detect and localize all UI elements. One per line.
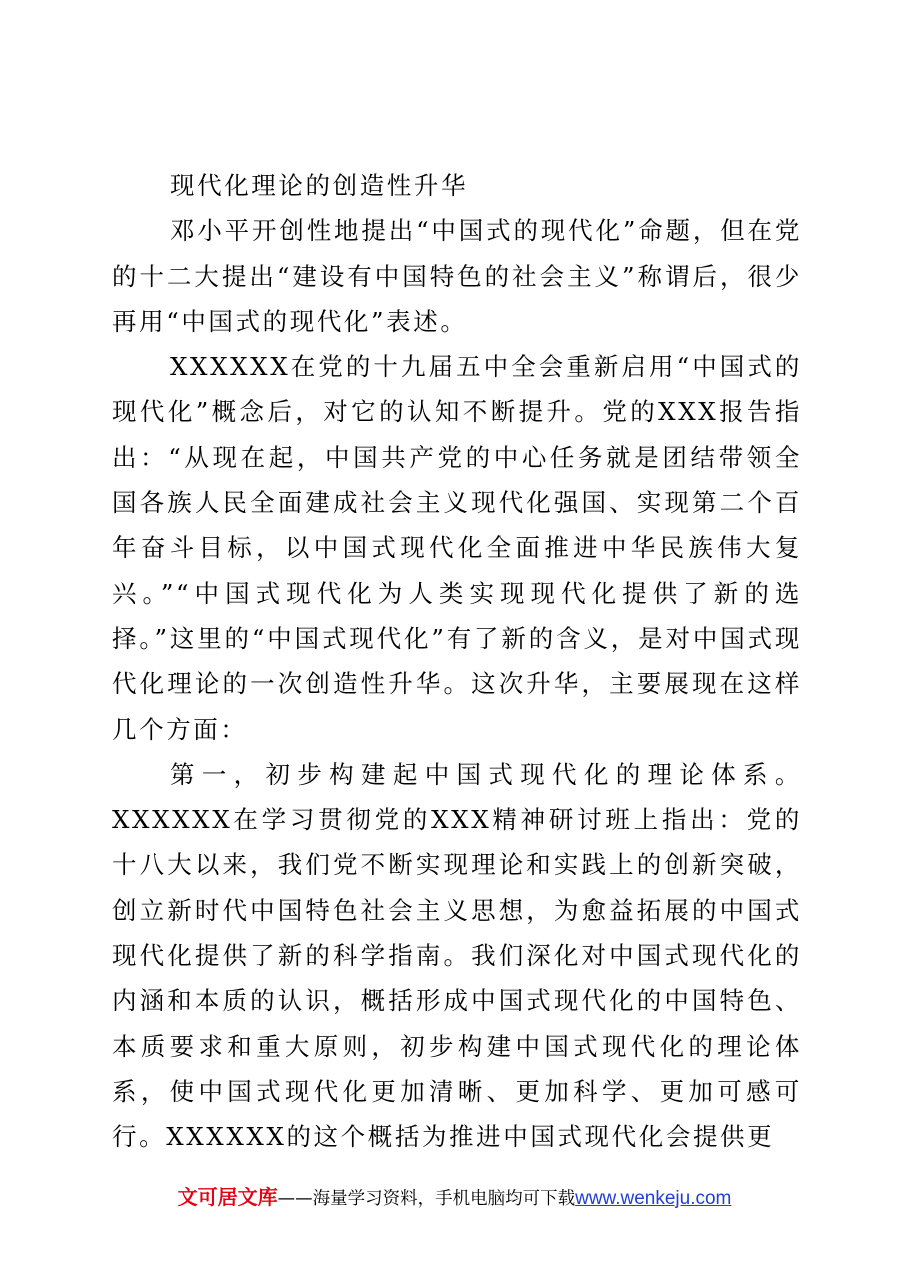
document-body (112, 163, 802, 1160)
footer-banner (0, 1184, 909, 1212)
footer-brand: 文可居文库 (177, 1185, 278, 1209)
footer-link[interactable]: www.wenkeju.com (575, 1188, 732, 1209)
paragraph-2: XXXXXX在党的十九届五中全会重新启用“中国式的现代化”概念后，对它的认知不断提升。党的XXX报告指出：“从现在起，中国共产党的中心任务就是团结带领全国各族人民全面建成社会主义现代化强国、实现第二个百年奋斗目标，以中国式现代化全面推进中华民族伟大复兴。”“中国式现代化为人类实现现代化提供了新的选择。”这里的“中国式现代化”有了新的含义，是对中国式现代化理论的一次创造性升华。这次升华，主要展现在这样几个方面： (112, 352, 802, 744)
footer-tagline: ——海量学习资料，手机电脑均可下载 (277, 1189, 576, 1209)
section-heading: 现代化理论的创造性升华 (170, 171, 469, 200)
paragraph-1: 邓小平开创性地提出“中国式的现代化”命题，但在党的十二大提出“建设有中国特色的社会主义”称谓后，很少再用“中国式的现代化”表述。 (112, 216, 802, 336)
paragraph-3: 第一，初步构建起中国式现代化的理论体系。XXXXXX在学习贯彻党的XXX精神研讨班上指出：党的十八大以来，我们党不断实现理论和实践上的创新突破，创立新时代中国特色社会主义思想，为愈益拓展的中国式现代化提供了新的科学指南。我们深化对中国式现代化的内涵和本质的认识，概括形成中国式现代化的中国特色、本质要求和重大原则，初步构建中国式现代化的理论体系，使中国式现代化更加清晰、更加科学、更加可感可行。XXXXXX的这个概括为推进中国式现代化会提供更 (112, 759, 802, 1152)
